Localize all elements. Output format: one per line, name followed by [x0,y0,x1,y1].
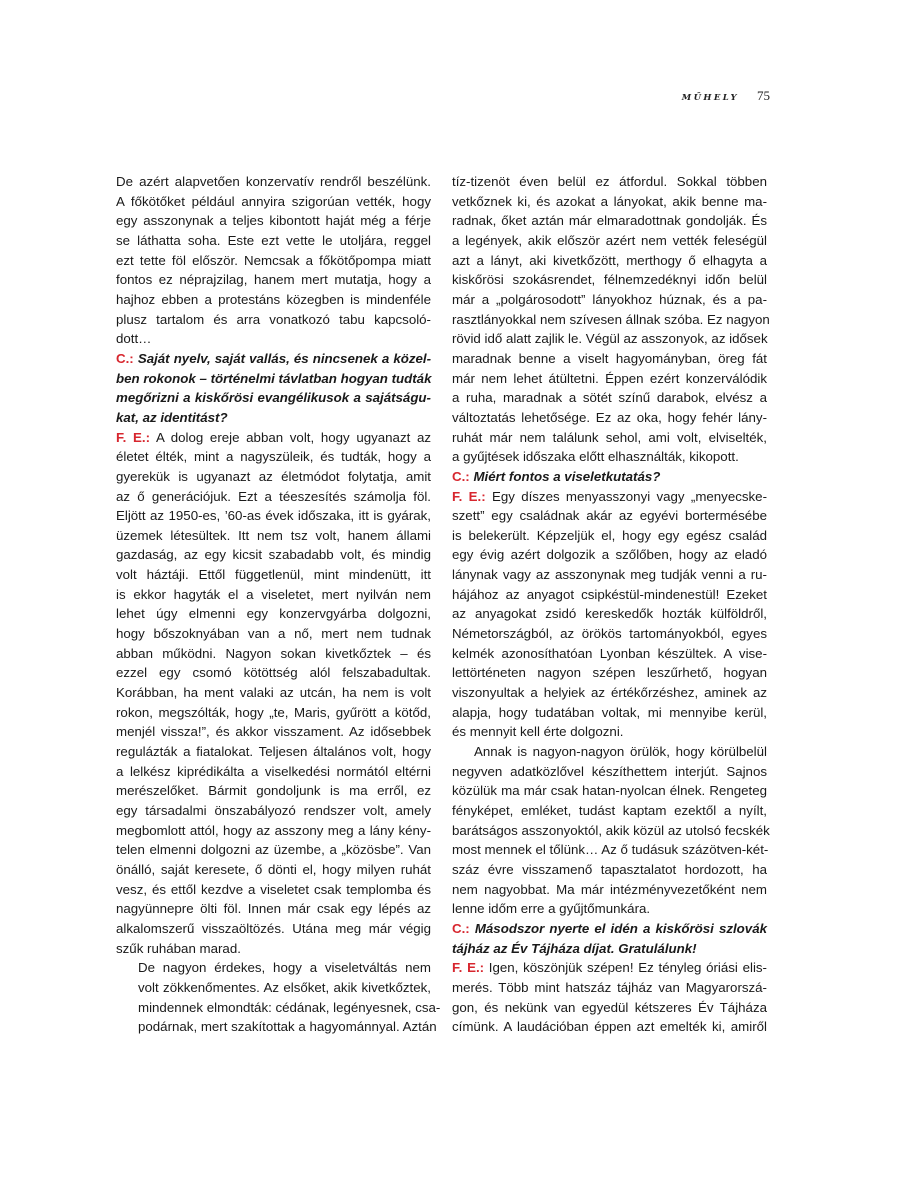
text-line: rövid idő alatt zajlik le. Végül az asszonyok, az idősek [452,331,768,347]
page-number: 75 [757,88,770,103]
text-line: abban működni. Nagyon sokan kivetkőztek – és [116,645,431,661]
paragraph [116,958,441,1037]
question-line-with-speaker: C.: Miért fontos a viseletkutatás? [452,468,661,484]
text-line: ben rokonok – történelmi távlatban hogyan tudták [116,370,432,386]
text-line: radnak, őket aztán már elmaradottnak gondolják. És [452,213,767,229]
text-line: gon, és nekünk van egyedül kétszeres Év Tájháza [452,999,767,1015]
text-line: üzemek létesültek. Itt nem tsz volt, hanem állami [116,527,431,543]
text-line: rokon, megszólták, hogy „te, Maris, gyűrött a kötőd, [116,704,431,720]
text-line: tíz-tizenöt éven belül ez átfordul. Sokkal többen [452,174,767,189]
text-line: Németországból, az örökös tartományokból, egyes [452,626,767,642]
text-line: tájház az Év Tájháza díjat. Gratulálunk! [452,940,697,956]
text-line: telen elmenni dolgozni az üzembe, a „közösbe”. Van [116,842,431,858]
text-line: megőrizni a kiskőrösi evangélikusok a sajátságu- [116,390,431,406]
text-line: volt zökkenőmentes. Az elsőket, akik kivetkőztek, [138,979,431,995]
text-line: Annak is nagyon-nagyon örülök, hogy körülbelül [474,744,767,760]
text-line: szett” egy családnak akár az egyévi bortermésébe [452,508,767,524]
text-line: vesz, és ettől kezdve a viseletet csak templomba és [116,881,431,897]
paragraph [452,742,770,919]
text-line: már nem lehet átültetni. Éppen ezért konzerválódik [452,370,767,386]
text-line: fényképet, emléket, tudást kaptam ezektől a nyílt, [452,803,767,818]
text-line: kiskőrösi szokásrendet, félnemzedéknyi időn belül [452,272,767,288]
answer-line-with-speaker: F. E.: Igen, köszönjük szépen! Ez tényleg óriási elis- [452,960,767,976]
text-line: podárnak, mert szakítottak a hagyománnyal. Aztán [138,1019,437,1035]
text-line: merészelőket. Bármit gondoljunk is ma erről, ez [116,783,431,799]
text-line: ruhát már nem találunk sehol, ami volt, elviselték, [452,429,767,445]
right-column [452,172,770,1037]
text-line: menjél vissza!”, és akkor visszament. Az idősebbek [116,724,431,740]
text-line: maradnak benne a viselt hagyományban, öreg fát [452,350,767,366]
text-line: rasztlányokkal nem szívesen állnak szóba. Ez nagyon [452,311,770,327]
text-line: gyerekük is ugyanazt az életmódot folytatja, amit [116,468,431,484]
interview-question [452,919,767,958]
speaker-label: F. E.: [452,488,486,504]
text-line: lenne időm erre a gyűjtőmunkára. [452,901,651,917]
text-line: egy asszonynak a teljes kibontott haját még a férje [116,213,431,229]
text-line: önálló, saját keresete, ő dönti el, hogy milyen ruhát [116,861,431,877]
text-line: kelmék azonosíthatóan Lyonban készültek. A vise- [452,645,767,661]
text-line: egy társadalmi önszabályozó rendszer volt, amely [116,803,431,818]
text-line: De azért alapvetően konzervatív rendről beszélünk. [116,174,431,189]
text-line: a gyűjtések időszaka előtt elhasználták, kikopott. [452,449,739,465]
question-line-with-speaker: C.: Saját nyelv, saját vallás, és nincsenek a közel- [116,350,432,366]
text-line: regulázták a fiatalokat. Teljesen általános volt, hogy [116,744,431,760]
text-line: közülük ma már csak hatan-nyolcan élnek. Rengeteg [452,783,767,799]
text-line: negyven adatközlővel készíthettem interjút. Sajnos [452,763,767,779]
text-line: alapja, hogy tudatában voltak, mi mennyibe kerül, [452,704,767,720]
text-line: most mennek el tőlünk… Az ő tudásuk százötven-két- [452,842,769,858]
left-column [116,172,441,1037]
text-line: viszonyultak a helyiek az értékőrzéshez, aminek az [452,685,767,701]
speaker-label: C.: [116,350,134,366]
paragraph [116,172,431,349]
text-line: fontos ez néprajzilag, hanem mert mutatja, hogy a [116,272,431,288]
answer-line-with-speaker: F. E.: Egy díszes menyasszonyi vagy „menyecske- [452,488,767,504]
running-header [640,88,770,104]
paragraph [452,172,770,467]
text-line: A főkötőket például annyira szigorúan vették, hogy [116,193,431,209]
text-line: a legények, akik először azért nem vették feleségül [452,232,767,248]
text-line: is ekkor hagyták el a viseletet, mert nyilván nem [116,586,431,602]
text-line: száz évre visszamenő tapasztalatot hordozott, ha [452,861,767,877]
text-line: Eljött az 1950-es, ’60-as évek időszaka, itt is gyárak, [116,508,431,524]
text-line: változtatás lehetősége. Ez az oka, hogy fehér lány- [452,409,767,425]
text-line: azt a lányt, aki kivetkőzött, merthogy ő elhagyta a [452,252,767,268]
text-line: ezzel egy csomó kötöttség alól felszabadultak. [116,665,431,681]
interview-answer [452,487,767,743]
text-line: volt háztáji. Ettől függetlenül, mint mindenütt, itt [116,567,431,583]
text-line: Korábban, ha ment valaki az utcán, ha nem is volt [116,685,431,701]
text-line: címünk. A laudációban éppen azt emelték ki, amiről [452,1019,767,1035]
text-line: életet élték, mint a nagyszüleik, és tudták, hogy a [116,449,431,465]
text-line: gazdaság, az egy kicsit szabadabb volt, és mindig [116,547,431,563]
speaker-label: C.: [452,468,470,484]
text-line: a ruha, maradnak a sötét színű darabok, elvész a [452,390,767,406]
text-line: alkalomszerű visszaöltözés. Utána meg már végig [116,920,431,936]
speaker-label: F. E.: [452,960,485,976]
section-name: MŰHELY [681,93,739,103]
interview-question [452,467,767,487]
interview-answer [452,958,767,1037]
text-line: hájához az anyagot csipkéstül-mindenestül! Ezeket [452,586,767,602]
text-line: már a „polgárosodott” lányokhoz húznak, és a pa- [452,291,767,307]
text-line: egy évig azért dolgozik a szőlőben, hogy az eladó [452,547,767,563]
text-line: az ő generációjuk. Ezt a téeszesítés számolja föl. [116,488,431,504]
text-line: merés. Több mint hatszáz tájház van Magyarorszá- [452,979,767,995]
text-line: kat, az identitást? [116,409,228,425]
interview-answer [116,428,431,959]
text-line: barátságos asszonyoktól, akik közül az utolsó fecskék [452,822,770,838]
text-line: De nagyon érdekes, hogy a viseletváltás nem [138,960,431,976]
text-line: nagyünnepre ölti föl. Innen már csak egy lépés az [116,901,431,917]
speaker-label: F. E.: [116,429,150,445]
interview-question [116,349,431,428]
text-line: lehet úgy elmenni egy konzervgyárba dolgozni, [116,606,431,622]
text-line: a lelkész kiprédikálta a viselkedési normától eltérni [116,763,431,779]
text-line: szűk ruhában marad. [116,940,241,956]
text-line: dott… [116,331,152,347]
text-line: lettörténeten nagyon szépen leszűrhető, hogyan [452,665,767,681]
text-line: is belekerült. Képzeljük el, hogy egy egész család [452,527,767,543]
text-line: ezt tette föl először. Nemcsak a főkötőpompa miatt [116,252,431,268]
text-line: plusz tartalom és arra vonatkozó tabu kapcsoló- [116,311,431,327]
text-line: lánynak vagy az asszonynak meg tudják venni a ru- [452,567,767,583]
text-line: nem nagyobbat. Ma már intézményvezetőként nem [452,881,767,897]
question-line-with-speaker: C.: Másodszor nyerte el idén a kiskőrösi szlovák [452,920,767,936]
text-line: se láthatta soha. Este ezt vette le utoljára, reggel [116,232,431,248]
speaker-label: C.: [452,920,470,936]
text-line: vetkőznek ki, és azokat a lányokat, akik benne ma- [452,193,767,209]
text-line: az anyagokat zsidó kereskedők hozták külföldről, [452,606,767,622]
text-line: hogy bőszoknyában van a nő, mert nem tudnak [116,626,431,642]
answer-line-with-speaker: F. E.: A dolog ereje abban volt, hogy ugyanazt az [116,429,431,445]
text-line: hajhoz ebben a protestáns közegben is mindenféle [116,291,431,307]
text-line: mindennek elmondták: cédának, legényesnek, csa- [138,999,441,1015]
text-line: és mennyit kell érte dolgozni. [452,724,624,740]
text-line: megbomlott attól, hogy az asszony meg a lány kény- [116,822,431,838]
